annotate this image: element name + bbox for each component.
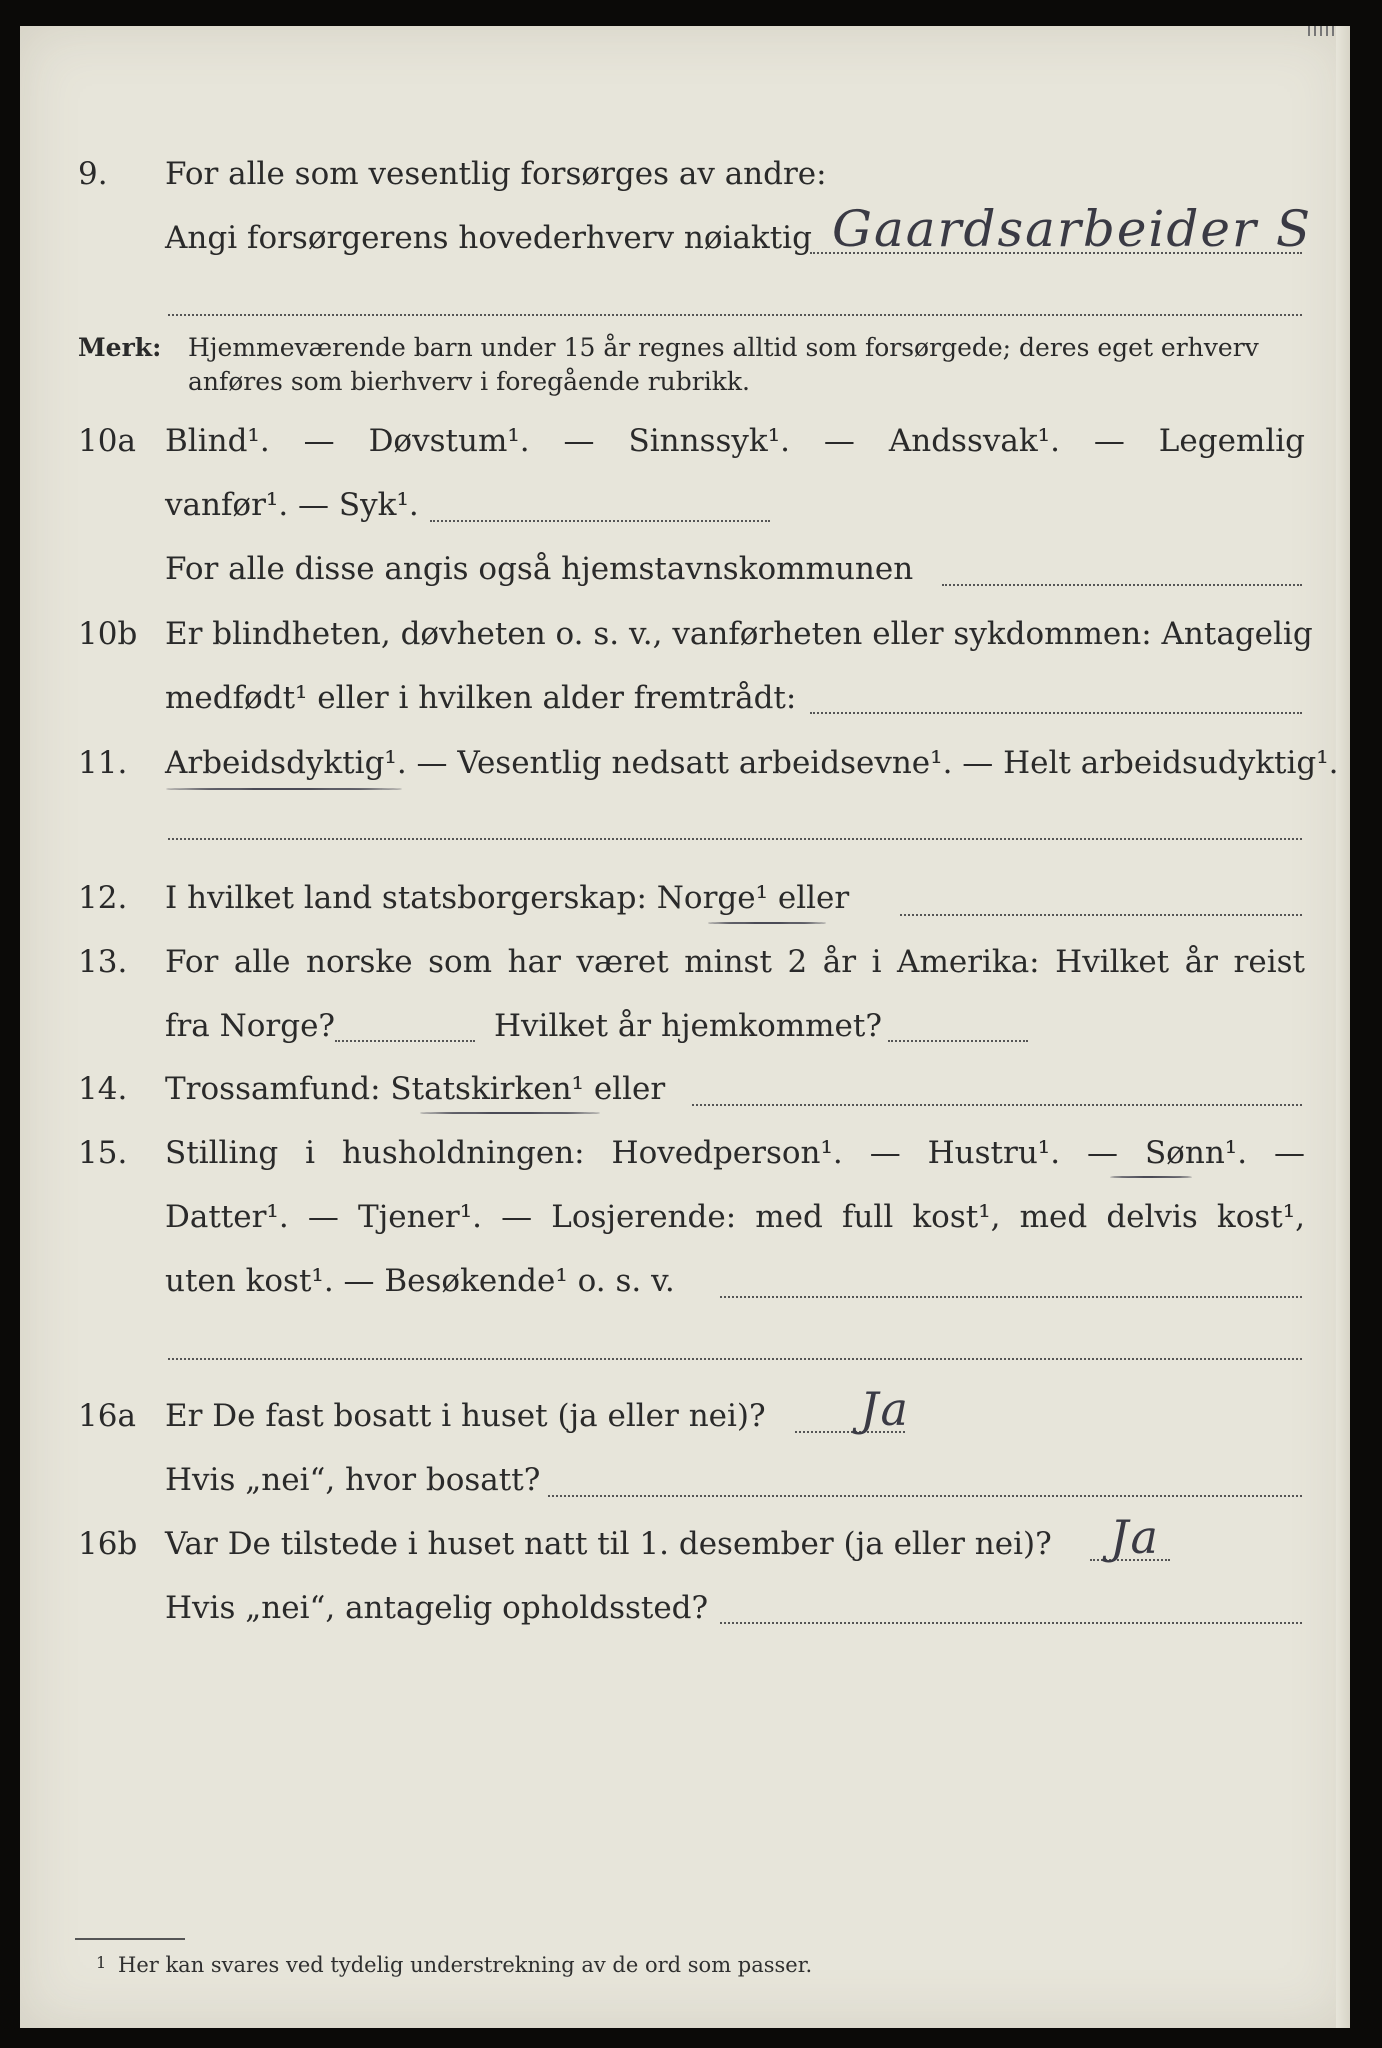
q14-underline-mark bbox=[420, 1112, 600, 1114]
q10a-row-1 bbox=[20, 419, 1350, 463]
q10a-text-3: For alle disse angis også hjemstavnskommunen bbox=[165, 551, 914, 587]
q13-reist-line[interactable] bbox=[335, 1040, 475, 1042]
q16b-text-1: Var De tilstede i huset natt til 1. desember (ja eller nei)? bbox=[165, 1526, 1052, 1562]
q14-answer-line[interactable] bbox=[692, 1104, 1302, 1106]
q16a-row-1 bbox=[20, 1394, 1350, 1438]
q13-text-2a: fra Norge? bbox=[165, 1008, 336, 1044]
q9-handwritten-answer: Gaardsarbeider S bbox=[832, 200, 1313, 258]
q16a-bosatt-line[interactable] bbox=[548, 1495, 1302, 1497]
q13-hjemkommet-line[interactable] bbox=[888, 1040, 1028, 1042]
census-form-page bbox=[20, 26, 1350, 2028]
q10a-syk-line[interactable] bbox=[430, 520, 770, 522]
q16b-number: 16b bbox=[78, 1526, 138, 1562]
q11-extra-line[interactable] bbox=[168, 838, 1302, 840]
q12-text-1: I hvilket land statsborgerskap: Norge¹ eller bbox=[165, 880, 850, 916]
q15-row-1 bbox=[20, 1131, 1350, 1175]
footnote-mark: 1 bbox=[96, 1953, 107, 1972]
q16b-text-2: Hvis „nei“, antagelig opholdssted? bbox=[165, 1590, 709, 1626]
q10a-kommune-line[interactable] bbox=[942, 584, 1302, 586]
merk-text-2: anføres som bierhverv i foregående rubrikk. bbox=[188, 367, 750, 396]
q16a-number: 16a bbox=[78, 1398, 136, 1434]
merk-text-1: Hjemmeværende barn under 15 år regnes alltid som forsørgede; deres eget erhverv bbox=[188, 333, 1259, 362]
q15-text-2: Datter¹. — Tjener¹. — Losjerende: med full kost¹, med delvis kost¹, bbox=[165, 1199, 1305, 1235]
q11-underline-mark bbox=[166, 788, 402, 790]
footnote-text: Her kan svares ved tydelig understrekning av de ord som passer. bbox=[118, 1953, 813, 1977]
q10b-text-1: Er blindheten, døvheten o. s. v., vanførheten eller sykdommen: Antagelig bbox=[165, 616, 1313, 652]
q10a-text-2: vanfør¹. — Syk¹. bbox=[165, 487, 419, 523]
q16a-handwritten-answer: Ja bbox=[860, 1382, 910, 1436]
q15-underline-mark bbox=[1110, 1176, 1192, 1178]
q16a-text-2: Hvis „nei“, hvor bosatt? bbox=[165, 1462, 541, 1498]
q11-row-1 bbox=[20, 741, 1350, 785]
q9-text-2: Angi forsørgerens hovederhverv nøiaktig bbox=[165, 220, 812, 256]
q12-answer-line[interactable] bbox=[900, 914, 1302, 916]
q15-answer-line[interactable] bbox=[720, 1296, 1302, 1298]
q14-text-1: Trossamfund: Statskirken¹ eller bbox=[165, 1071, 666, 1107]
q10b-answer-line[interactable] bbox=[810, 712, 1302, 714]
q9-number: 9. bbox=[78, 156, 108, 192]
q15-extra-line[interactable] bbox=[168, 1358, 1302, 1360]
q16b-handwritten-answer: Ja bbox=[1110, 1510, 1160, 1564]
q12-number: 12. bbox=[78, 880, 128, 916]
q10b-row-1 bbox=[20, 612, 1350, 656]
q13-row-1 bbox=[20, 940, 1350, 984]
edge-marks bbox=[1308, 26, 1334, 36]
footnote bbox=[96, 1950, 813, 1980]
footnote-rule bbox=[75, 1938, 185, 1940]
q9-extra-line[interactable] bbox=[168, 314, 1302, 316]
q10b-text-2: medfødt¹ eller i hvilken alder fremtrådt: bbox=[165, 680, 797, 716]
q11-number: 11. bbox=[78, 745, 128, 781]
q16a-text-1: Er De fast bosatt i huset (ja eller nei)? bbox=[165, 1398, 766, 1434]
q15-text-3: uten kost¹. — Besøkende¹ o. s. v. bbox=[165, 1263, 675, 1299]
q15-number: 15. bbox=[78, 1135, 128, 1171]
q15-row-2 bbox=[20, 1195, 1350, 1239]
q12-underline-mark bbox=[708, 922, 826, 924]
q15-text-1: Stilling i husholdningen: Hovedperson¹. — Hustru¹. — Sønn¹. — bbox=[165, 1135, 1305, 1171]
q10b-number: 10b bbox=[78, 616, 138, 652]
merk-row-2 bbox=[20, 365, 1350, 399]
merk-row-1 bbox=[20, 331, 1350, 365]
q11-text-1: Arbeidsdyktig¹. — Vesentlig nedsatt arbeidsevne¹. — Helt arbeidsudyktig¹. bbox=[165, 745, 1339, 781]
q16b-opholdssted-line[interactable] bbox=[720, 1622, 1302, 1624]
q13-row-2 bbox=[20, 1004, 1350, 1048]
merk-label: Merk: bbox=[78, 333, 162, 362]
q13-text-2b: Hvilket år hjemkommet? bbox=[494, 1008, 882, 1044]
q10a-text-1: Blind¹. — Døvstum¹. — Sinnssyk¹. — Andssvak¹. — Legemlig bbox=[165, 423, 1305, 459]
q9-text-1: For alle som vesentlig forsørges av andre: bbox=[165, 156, 827, 192]
q9-row-1 bbox=[20, 152, 1350, 196]
q13-text-1: For alle norske som har været minst 2 år i Amerika: Hvilket år reist bbox=[165, 944, 1305, 980]
q14-number: 14. bbox=[78, 1071, 128, 1107]
q13-number: 13. bbox=[78, 944, 128, 980]
q10a-number: 10a bbox=[78, 423, 136, 459]
